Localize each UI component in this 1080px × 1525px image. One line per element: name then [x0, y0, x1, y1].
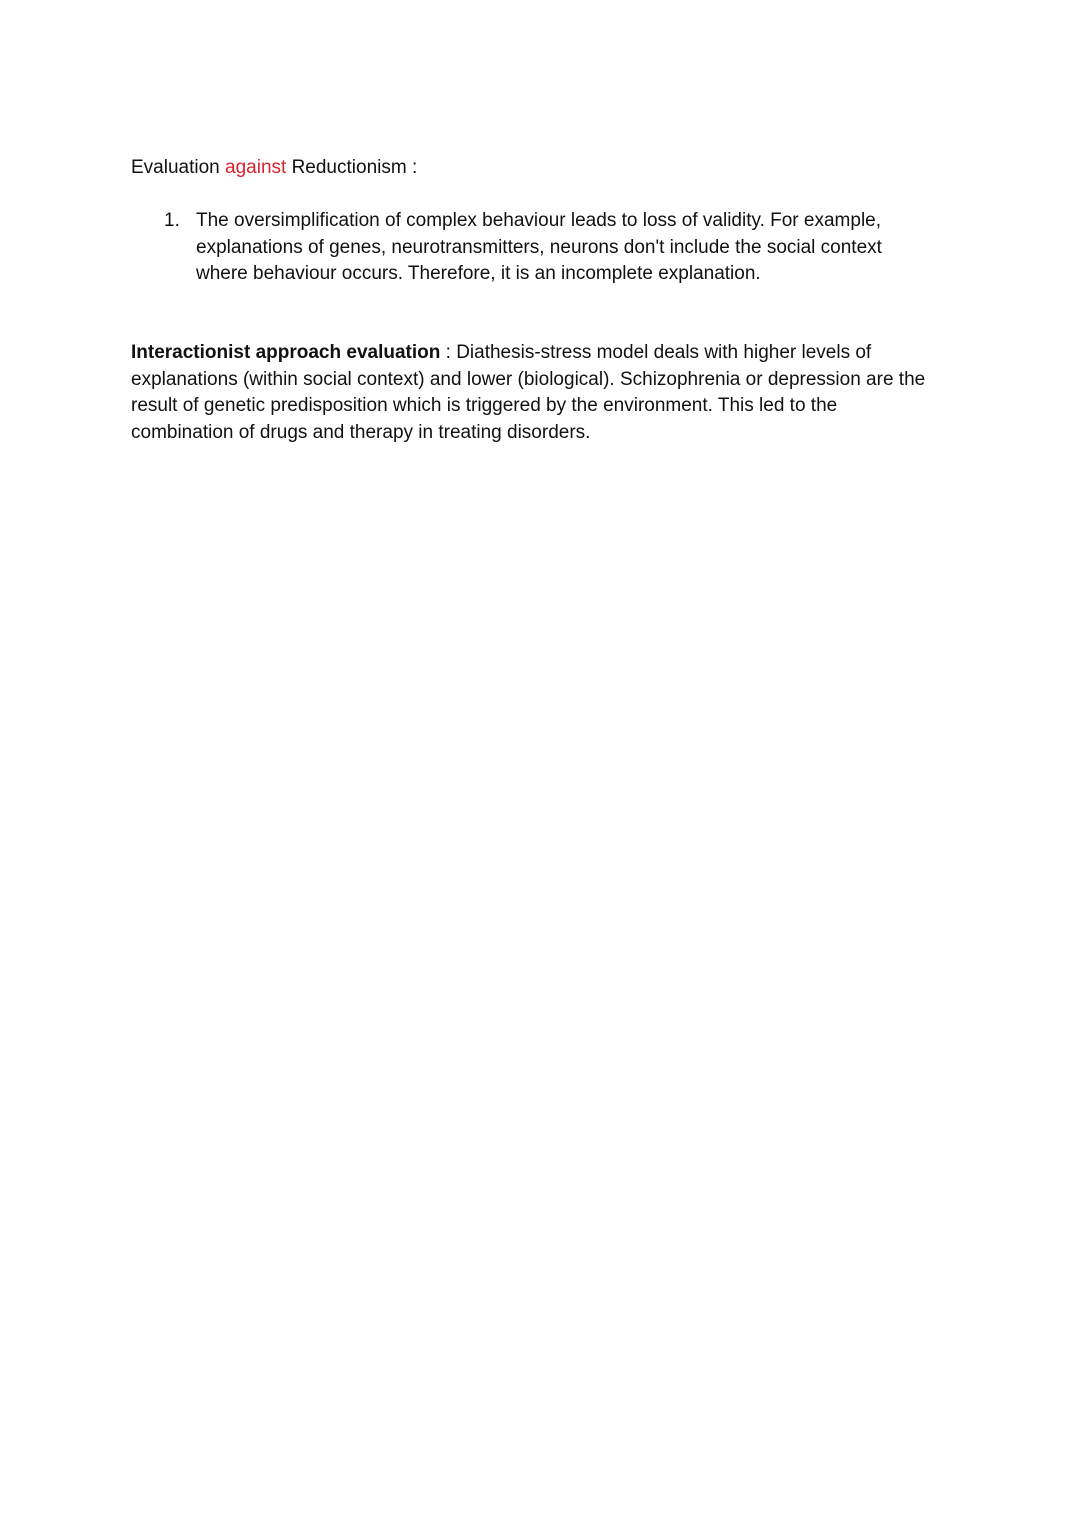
paragraph-bold-lead: Interactionist approach evaluation	[131, 342, 441, 363]
list-item	[131, 208, 931, 288]
list-item-number: 1.	[164, 210, 180, 231]
heading-suffix: Reductionism :	[291, 157, 418, 178]
list-item-text: The oversimplification of complex behaviour leads to loss of validity. For example, explanations of genes, neurotransmitters, neurons don't include the social context where behaviour occurs. Therefore, it is an incomplete explanation.	[196, 210, 882, 284]
heading-prefix: Evaluation	[131, 157, 220, 178]
section-heading	[131, 155, 417, 181]
paragraph-separator: :	[440, 342, 457, 363]
paragraph-text: Diathesis-stress model deals with higher levels of explanations (within social context) and lower (biological). Schizophrenia or depression are the result of genetic predisposition which is triggered by the environment. This led to the combination of drugs and therapy in treating disorders.	[131, 342, 926, 443]
heading-accent-word: against	[225, 157, 287, 178]
evaluation-list	[131, 208, 931, 288]
interactionist-paragraph	[131, 340, 941, 446]
